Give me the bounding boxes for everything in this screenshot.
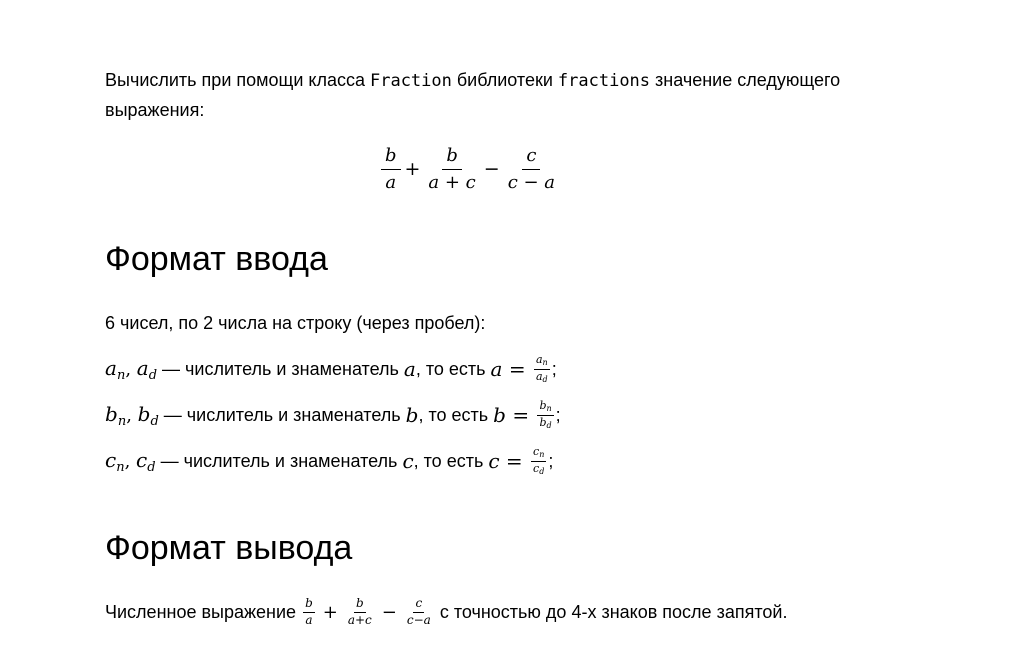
var-c: c: [402, 449, 414, 473]
output-minus: −: [381, 601, 397, 623]
output-format-heading: Формат вывода: [105, 529, 353, 567]
term-3-numerator: c: [522, 145, 540, 170]
main-formula: [105, 145, 935, 193]
output-term-3: $\frac{c}{c-a}$: [406, 596, 431, 627]
semicolon: ;: [551, 358, 557, 379]
class-name-code: Fraction: [369, 71, 452, 91]
var-c-eq: c: [488, 449, 500, 473]
equals-sign: =: [499, 449, 530, 473]
lib-name-code: fractions: [557, 71, 651, 91]
output-prefix: Численное выражение: [105, 601, 302, 622]
input-line-b: $b_n$ , $b_d$ — числитель и знаменатель b , то есть b = $\frac{b_n}{b_d}$ ;: [105, 398, 561, 430]
semicolon: ;: [555, 404, 561, 425]
output-description: [105, 594, 935, 630]
intro-text-before: Вычислить при помощи класса: [105, 70, 370, 90]
input-line-a: $a_n$ , $a_d$ — числитель и знаменатель a , то есть a = $\frac{a_n}{a_d}$ ;: [105, 352, 557, 384]
plus-operator: +: [404, 158, 421, 180]
term-1-denominator: a: [385, 171, 397, 193]
formula-term-3: [504, 145, 559, 193]
minus-operator: −: [483, 158, 500, 180]
line-c-text: — числитель и знаменатель: [155, 450, 403, 471]
line-b-text: — числитель и знаменатель: [158, 404, 406, 425]
intro-text-middle: библиотеки: [451, 70, 558, 90]
formula-term-1: [381, 145, 401, 193]
var-b-d: $b_d$: [137, 401, 159, 429]
problem-statement: [105, 66, 935, 630]
var-a-n: $a_n$: [105, 355, 126, 383]
b-fraction: $\frac{b_n}{b_d}$: [539, 398, 552, 430]
var-b-n: $b_n$: [105, 401, 127, 429]
output-plus: +: [322, 601, 338, 623]
var-a-d: $a_d$: [136, 355, 158, 383]
term-1-numerator: b: [381, 145, 401, 170]
var-c-n: $c_n$: [105, 447, 125, 475]
formula-term-2: [424, 145, 479, 193]
line-b-text2: , то есть: [418, 404, 494, 425]
var-b: b: [405, 403, 419, 427]
var-a: a: [403, 357, 416, 381]
var-a-eq: a: [490, 357, 503, 381]
output-suffix: с точностью до 4-х знаков после запятой.: [434, 601, 788, 622]
input-intro-text: 6 чисел, по 2 числа на строку (через пробел):: [105, 313, 486, 333]
var-c-d: $c_d$: [136, 447, 156, 475]
var-b-eq: b: [493, 403, 506, 427]
a-fraction: $\frac{a_n}{a_d}$: [535, 352, 548, 384]
term-2-numerator: b: [442, 145, 462, 170]
term-3-denominator: c − a: [507, 171, 556, 193]
intro-paragraph: [105, 66, 935, 125]
equals-sign: =: [505, 403, 536, 427]
output-term-1: $\frac{b}{a}$: [305, 596, 313, 627]
output-term-2: $\frac{b}{a+c}$: [347, 596, 372, 627]
equals-sign: =: [502, 357, 532, 381]
line-a-text2: , то есть: [415, 358, 491, 379]
c-fraction: $\frac{c_n}{c_d}$: [533, 444, 545, 476]
line-c-text2: , то есть: [413, 450, 489, 471]
intro-text-after: значение следующего выражения:: [105, 70, 841, 120]
term-2-denominator: a + c: [428, 171, 476, 193]
input-line-c: $c_n$ , $c_d$ — числитель и знаменатель c , то есть c = $\frac{c_n}{c_d}$ ;: [105, 444, 554, 476]
input-format-heading: Формат ввода: [105, 240, 328, 278]
line-a-text: — числитель и знаменатель: [157, 358, 404, 379]
semicolon: ;: [548, 450, 554, 471]
